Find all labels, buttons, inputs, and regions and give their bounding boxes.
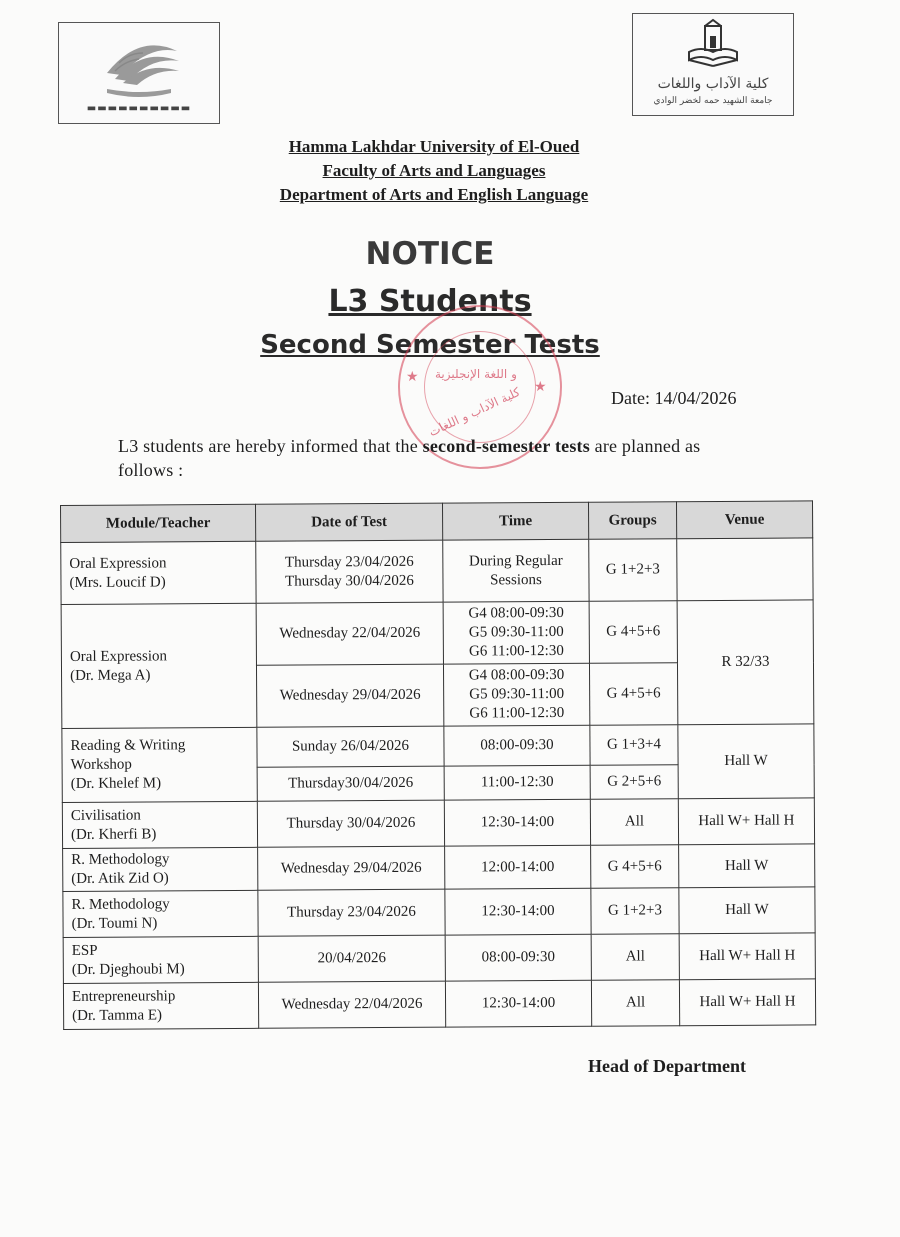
module-name: Oral Expression [69,554,167,572]
notice-subject: Second Semester Tests [260,330,600,360]
date-cell: Thursday 23/04/2026 Thursday 30/04/2026 [256,540,443,603]
time-cell: 12:30-14:00 [444,799,590,846]
intro-text-after: are planned as follows : [118,436,701,480]
module-name: Reading & Writing [70,737,186,754]
groups-cell: G 1+2+3 [591,888,679,935]
table-header-row [61,501,813,543]
table-row [62,724,814,769]
teacher-name: (Dr. Khelef M) [70,775,162,792]
table-row [63,844,815,892]
date-cell: Wednesday 29/04/2026 [256,664,443,727]
time-slot: G5 09:30-11:00 [469,685,565,703]
faculty-logo-right [632,13,794,116]
date-cell: Thursday 23/04/2026 [258,889,445,936]
department-name: Department of Arts and English Language [279,185,589,204]
notice-date: Date: 14/04/2026 [611,388,737,408]
signature-head-of-department: Head of Department [588,1056,746,1076]
module-cell [62,727,257,802]
time-cell: During Regular Sessions [443,539,589,602]
time-cell: 12:30-14:00 [445,888,591,935]
date-cell: Sunday 26/04/2026 [257,726,444,767]
module-cell [63,847,258,891]
groups-cell: All [590,799,678,846]
module-name: Civilisation [70,807,141,824]
venue-cell: Hall W+ Hall H [679,979,815,1026]
intro-text-bold: second-semester tests [422,436,590,456]
time-cell: 08:00-09:30 [445,934,591,981]
time-cell: 12:30-14:00 [445,980,591,1027]
teacher-name: (Mrs. Loucif D) [69,573,166,591]
time-cell [443,601,589,664]
venue-cell [677,538,813,601]
university-logo-left [58,22,220,124]
time-cell: 12:00-14:00 [445,845,591,889]
table-row [61,538,813,605]
module-cell [61,541,256,604]
groups-cell: G 4+5+6 [591,845,679,889]
table-row [63,979,815,1030]
faculty-name-arabic: كلية الآداب واللغات [657,76,769,92]
module-cell [62,801,257,848]
stamp-text-line-1: و اللغة الإنجليزية [435,367,517,381]
module-cell [63,936,258,983]
intro-paragraph [118,434,758,482]
time-slot: G4 08:00-09:30 [468,666,565,684]
notice-audience: L3 Students [328,284,532,319]
groups-cell: G 4+5+6 [589,601,677,664]
header-venue: Venue [676,501,812,539]
stamp-text-line-2: كلية الآداب و اللغات [426,384,523,440]
table-row [63,933,815,984]
time-slot: G6 11:00-12:30 [469,704,565,722]
module-name: R. Methodology [71,851,170,868]
header-time: Time [442,502,588,540]
module-name: R. Methodology [71,895,170,913]
date-cell: Wednesday 29/04/2026 [258,846,445,890]
header-groups: Groups [588,502,676,540]
teacher-name: (Dr. Tamma E) [72,1006,163,1024]
stamp-star-icon: ★ [534,380,547,395]
teacher-name: (Dr. Atik Zid O) [71,870,169,887]
groups-cell: G 1+2+3 [589,539,677,602]
venue-cell: Hall W [679,887,815,934]
table-row [62,798,814,849]
intro-text-before: L3 students are hereby informed that the [118,436,423,456]
module-cell [63,982,258,1029]
venue-cell: Hall W [679,844,815,888]
module-name: ESP [71,942,98,959]
time-cell [443,663,589,726]
venue-cell: R 32/33 [677,600,814,725]
groups-cell: G 4+5+6 [589,663,677,726]
date-cell: 20/04/2026 [258,935,445,982]
module-name: Entrepreneurship [71,987,176,1005]
groups-cell: All [591,934,679,981]
module-name: Oral Expression [69,647,168,665]
date-cell: Thursday 30/04/2026 [257,800,444,847]
institution-header [0,135,868,207]
table-row [61,600,813,667]
time-cell: 11:00-12:30 [444,765,590,800]
test-schedule-table [60,500,816,1030]
teacher-name: (Dr. Kherfi B) [70,825,157,843]
groups-cell: All [591,980,679,1027]
logo-left-caption: ▬▬▬▬▬▬▬▬▬▬ [86,103,192,114]
stamp-star-icon: ★ [406,370,419,385]
module-cell [61,603,257,728]
university-name-arabic: جامعة الشهيد حمه لخضر الوادي [653,96,773,106]
venue-cell: Hall W [678,724,814,799]
groups-cell: G 1+3+4 [590,725,678,766]
teacher-name: (Dr. Djeghoubi M) [71,960,185,978]
module-cell [63,890,258,937]
venue-cell: Hall W+ Hall H [679,933,815,980]
teacher-name: (Dr. Mega A) [69,666,151,684]
teacher-name: (Dr. Toumi N) [71,914,158,932]
module-name-cont: Workshop [70,756,132,773]
table-row [63,887,815,938]
header-date: Date of Test [255,503,442,541]
date-cell: Wednesday 22/04/2026 [256,602,443,665]
faculty-name: Faculty of Arts and Languages [322,161,546,180]
notice-title: NOTICE [365,236,495,272]
university-name: Hamma Lakhdar University of El-Oued [288,137,580,156]
venue-cell: Hall W+ Hall H [678,798,814,845]
time-slot: G6 11:00-12:30 [468,642,564,660]
time-slot: G5 09:30-11:00 [468,623,564,641]
header-module: Module/Teacher [61,504,256,542]
date-cell: Thursday30/04/2026 [257,766,444,801]
groups-cell: G 2+5+6 [590,765,678,800]
date-cell: Wednesday 22/04/2026 [258,981,445,1028]
time-cell: 08:00-09:30 [444,725,590,766]
time-slot: G4 08:00-09:30 [468,604,564,622]
